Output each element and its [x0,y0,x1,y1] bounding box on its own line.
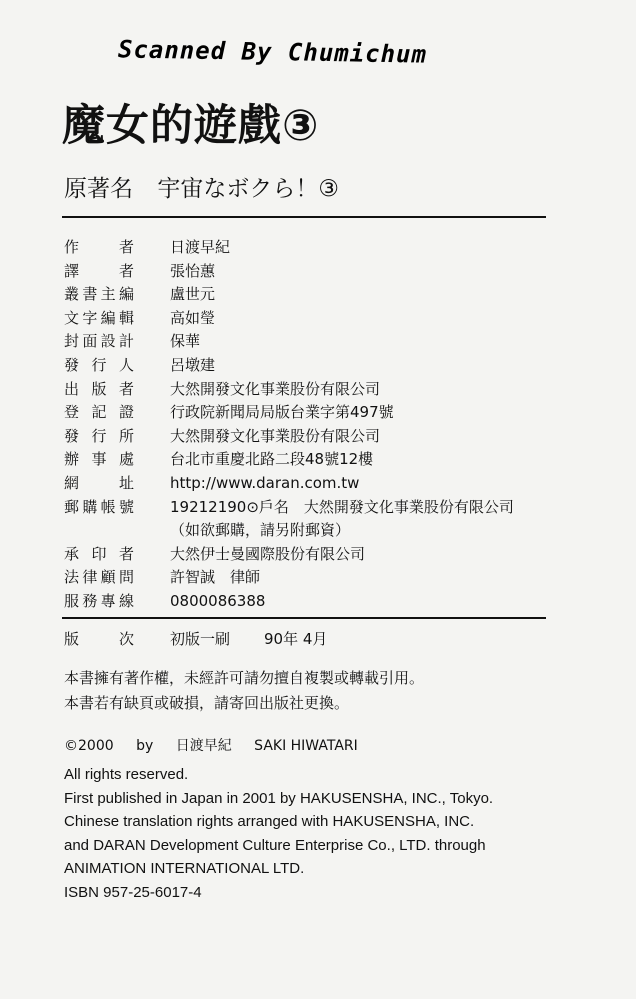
credit-row [64,330,564,354]
credit-value: 大然開發文化事業股份有限公司 [170,379,381,398]
english-line: First published in Japan in 2001 by HAKUSENSHA, INC., Tokyo. [64,789,494,807]
credit-value: 張怡蕙 [170,261,216,280]
credit-key: 辦 事 處 [64,450,134,469]
credit-row [64,566,564,590]
edition-row [64,628,327,649]
book-title: 魔女的遊戲③ [62,101,320,151]
divider-top [62,216,546,218]
credit-key: 文字編輯 [64,308,134,327]
edition-date: 90年 4月 [264,630,328,648]
credit-row [64,496,564,543]
credit-row [64,378,564,402]
credit-key: 發 行 人 [64,355,134,374]
credit-value: 0800086388 [170,591,266,610]
edition-value: 初版一刷 [170,630,231,648]
english-line: ANIMATION INTERNATIONAL LTD. [64,860,305,878]
scanner-note: Scanned By Chumichum [117,35,428,69]
credit-value: 保華 [170,332,201,351]
credit-value: 台北市重慶北路二段48號12樓 [170,450,374,469]
copyright-notices [64,666,424,716]
postal-account: 19212190⊙戶名 大然開發文化事業股份有限公司 [170,497,514,516]
divider-bottom [62,617,546,619]
postal-note: （如欲郵購，請另附郵資） [170,521,351,540]
credit-row [64,401,564,425]
english-rights [64,763,493,905]
credit-key: 承 印 者 [64,544,134,563]
credit-row [64,448,564,472]
original-title [64,170,339,203]
credit-value: 許智誠 律師 [170,568,261,587]
credit-row [64,283,564,307]
credit-key: 叢書主編 [64,285,134,304]
credit-value: 盧世元 [170,285,216,304]
credit-row [64,307,564,331]
credit-key: 作 者 [64,238,134,256]
notice-line: 本書擁有著作權，未經許可請勿擅自複製或轉載引用。 [64,669,425,687]
copyright-year: ©2000 [64,738,114,754]
credit-value [170,496,514,543]
credits-list [64,236,564,614]
english-line: Chinese translation rights arranged with HAKUSENSHA, INC. [64,813,475,831]
credit-value: 大然伊士曼國際股份有限公司 [170,544,366,563]
notice-line: 本書若有缺頁或破損，請寄回出版社更換。 [64,694,350,712]
copyright-line [64,735,376,755]
credit-key: 出 版 者 [64,379,134,398]
copyright-author-cn: 日渡早紀 [175,738,232,754]
credit-value: 大然開發文化事業股份有限公司 [170,426,381,445]
credit-key: 發 行 所 [64,426,134,445]
credit-key: 網 址 [64,473,134,492]
original-title-label: 原著名 [64,176,133,202]
copyright-by: by [136,738,154,754]
credit-value: 行政院新聞局局版台業字第497號 [170,403,394,422]
credit-row [64,354,564,378]
credit-key: 登 記 證 [64,403,134,422]
credit-row [64,543,564,567]
credit-row [64,590,564,614]
credit-key: 服務專線 [64,591,134,610]
credit-key: 法律顧問 [64,568,134,587]
credit-row [64,472,564,496]
website-url: http://www.daran.com.tw [170,473,360,492]
credit-value: 日渡早紀 [170,238,231,256]
credit-row [64,425,564,449]
credit-key: 譯 者 [64,261,134,280]
original-title-value: 宇宙なボクら！③ [157,176,339,202]
credit-key: 郵購帳號 [64,497,134,516]
credit-value: 高如瑩 [170,308,216,327]
credit-value: 呂墩建 [170,355,216,374]
credit-key: 封面設計 [64,332,134,351]
english-line: and DARAN Development Culture Enterprise Co., LTD. through [64,836,486,854]
isbn: ISBN 957-25-6017-4 [64,883,202,901]
copyright-author-en: SAKI HIWATARI [254,738,358,754]
credit-row [64,260,564,284]
edition-key: 版 次 [64,630,134,648]
credit-row [64,236,564,260]
english-line: All rights reserved. [64,766,189,783]
